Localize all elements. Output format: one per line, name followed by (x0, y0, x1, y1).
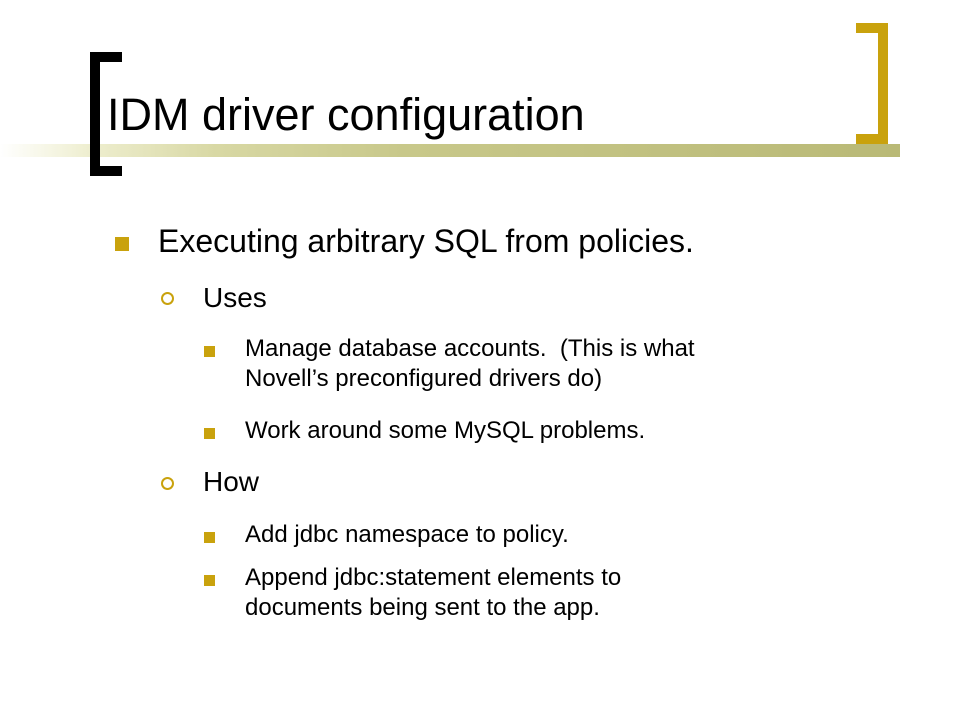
square-bullet-icon (204, 346, 215, 357)
bullet-uses-text: Uses (203, 282, 267, 313)
square-bullet-icon (115, 237, 129, 251)
bullet-how-text: How (203, 466, 260, 497)
uses-item-2-text: Work around some MySQL problems. (245, 417, 646, 444)
slide-title: IDM driver configuration (107, 89, 585, 140)
title-right-bracket (856, 23, 888, 144)
square-bullet-icon (204, 532, 215, 543)
square-bullet-icon (204, 575, 215, 586)
circle-bullet-icon (161, 292, 174, 305)
how-item-1-text: Add jdbc namespace to policy. (245, 521, 569, 548)
square-bullet-icon (204, 428, 215, 439)
how-item-2-text: Append jdbc:statement elements to documents being sent to the app. (245, 564, 622, 621)
bullet-main-text: Executing arbitrary SQL from policies. (158, 223, 694, 259)
title-underline-rule (0, 144, 900, 157)
circle-bullet-icon (161, 477, 174, 490)
uses-item-1-text: Manage database accounts. (This is what Novell’s preconfigured drivers do) (245, 335, 695, 392)
